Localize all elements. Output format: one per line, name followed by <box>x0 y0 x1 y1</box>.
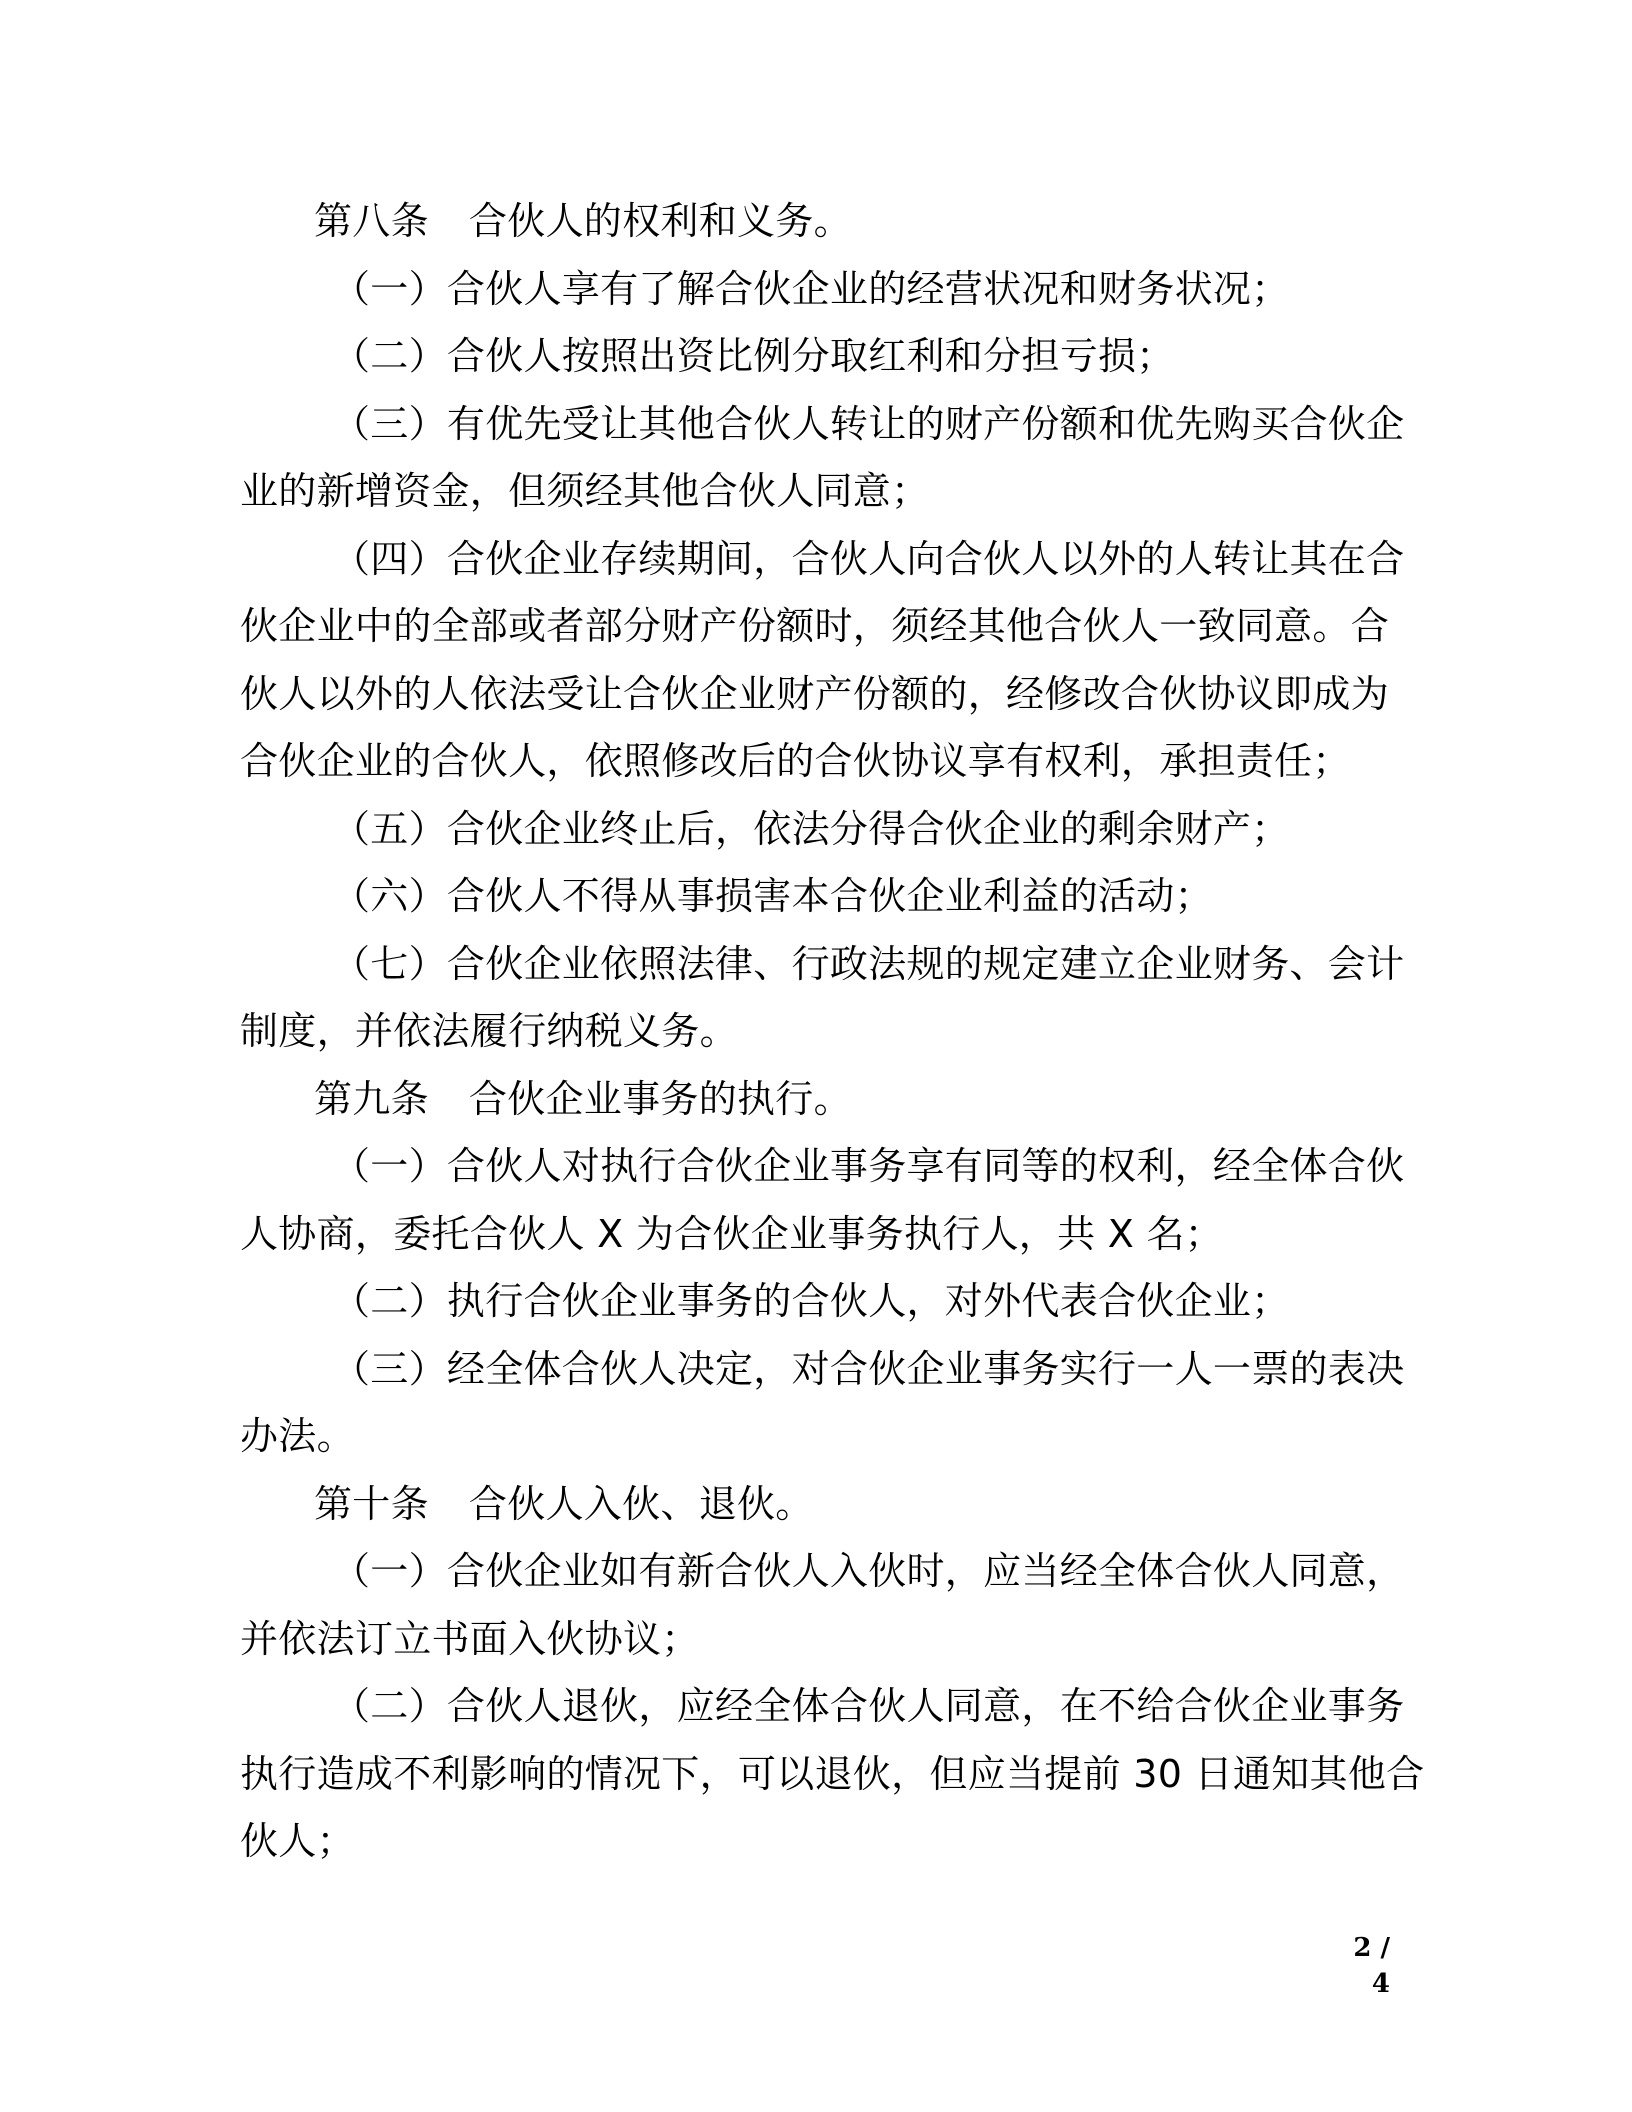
clause-line: （六）合伙人不得从事损害本合伙企业利益的活动； <box>332 874 1213 918</box>
clause-continuation: 办法。 <box>240 1414 355 1458</box>
page-number: 2 / 4 <box>1353 1933 1390 1999</box>
clause-line: （二）合伙人按照出资比例分取红利和分担亏损； <box>332 334 1175 378</box>
clause-line: （七）合伙企业依照法律、行政法规的规定建立企业财务、会计 <box>332 941 1405 986</box>
clause-continuation: 伙人以外的人依法受让合伙企业财产份额的，经修改合伙协议即成为 <box>240 671 1390 716</box>
clause-line: （一）合伙企业如有新合伙人入伙时，应当经全体合伙人同意， <box>332 1549 1405 1593</box>
article-title: 合伙企业事务的执行。 <box>468 1076 852 1121</box>
clause-continuation: 并依法订立书面入伙协议； <box>240 1616 700 1661</box>
article-title: 合伙人入伙、退伙。 <box>468 1481 814 1526</box>
clause-line: （一）合伙人对执行合伙企业事务享有同等的权利，经全体合伙 <box>332 1144 1405 1188</box>
clause-line: （三）有优先受让其他合伙人转让的财产份额和优先购买合伙企 <box>332 401 1405 446</box>
clause-continuation: 伙人； <box>240 1819 355 1863</box>
clause-line: （二）执行合伙企业事务的合伙人，对外代表合伙企业； <box>332 1279 1290 1323</box>
clause-line: （二）合伙人退伙，应经全体合伙人同意，在不给合伙企业事务 <box>332 1684 1405 1728</box>
clause-line: （四）合伙企业存续期间，合伙人向合伙人以外的人转让其在合 <box>332 536 1405 581</box>
article-title: 合伙人的权利和义务。 <box>468 199 852 243</box>
article-number: 第八条 <box>314 199 429 243</box>
clause-continuation: 业的新增资金，但须经其他合伙人同意； <box>240 469 930 513</box>
clause-continuation: 制度，并依法履行纳税义务。 <box>240 1009 738 1053</box>
clause-continuation: 执行造成不利影响的情况下，可以退伙，但应当提前 30 日通知其他合 <box>240 1751 1425 1796</box>
clause-continuation: 伙企业中的全部或者部分财产份额时，须经其他合伙人一致同意。合 <box>240 604 1390 648</box>
clause-continuation: 合伙企业的合伙人，依照修改后的合伙协议享有权利，承担责任； <box>240 739 1351 783</box>
clause-line: （一）合伙人享有了解合伙企业的经营状况和财务状况； <box>332 266 1290 311</box>
article-number: 第九条 <box>314 1076 429 1121</box>
article-heading <box>240 1471 1386 1539</box>
clause-continuation: 人协商，委托合伙人 X 为合伙企业事务执行人，共 X 名； <box>240 1211 1224 1256</box>
clause-line: （三）经全体合伙人决定，对合伙企业事务实行一人一票的表决 <box>332 1346 1405 1391</box>
article-heading <box>240 188 1386 256</box>
document-body <box>240 188 1425 1876</box>
article-number: 第十条 <box>314 1481 429 1526</box>
clause-line: （五）合伙企业终止后，依法分得合伙企业的剩余财产； <box>332 806 1290 851</box>
article-heading <box>240 1066 1386 1134</box>
